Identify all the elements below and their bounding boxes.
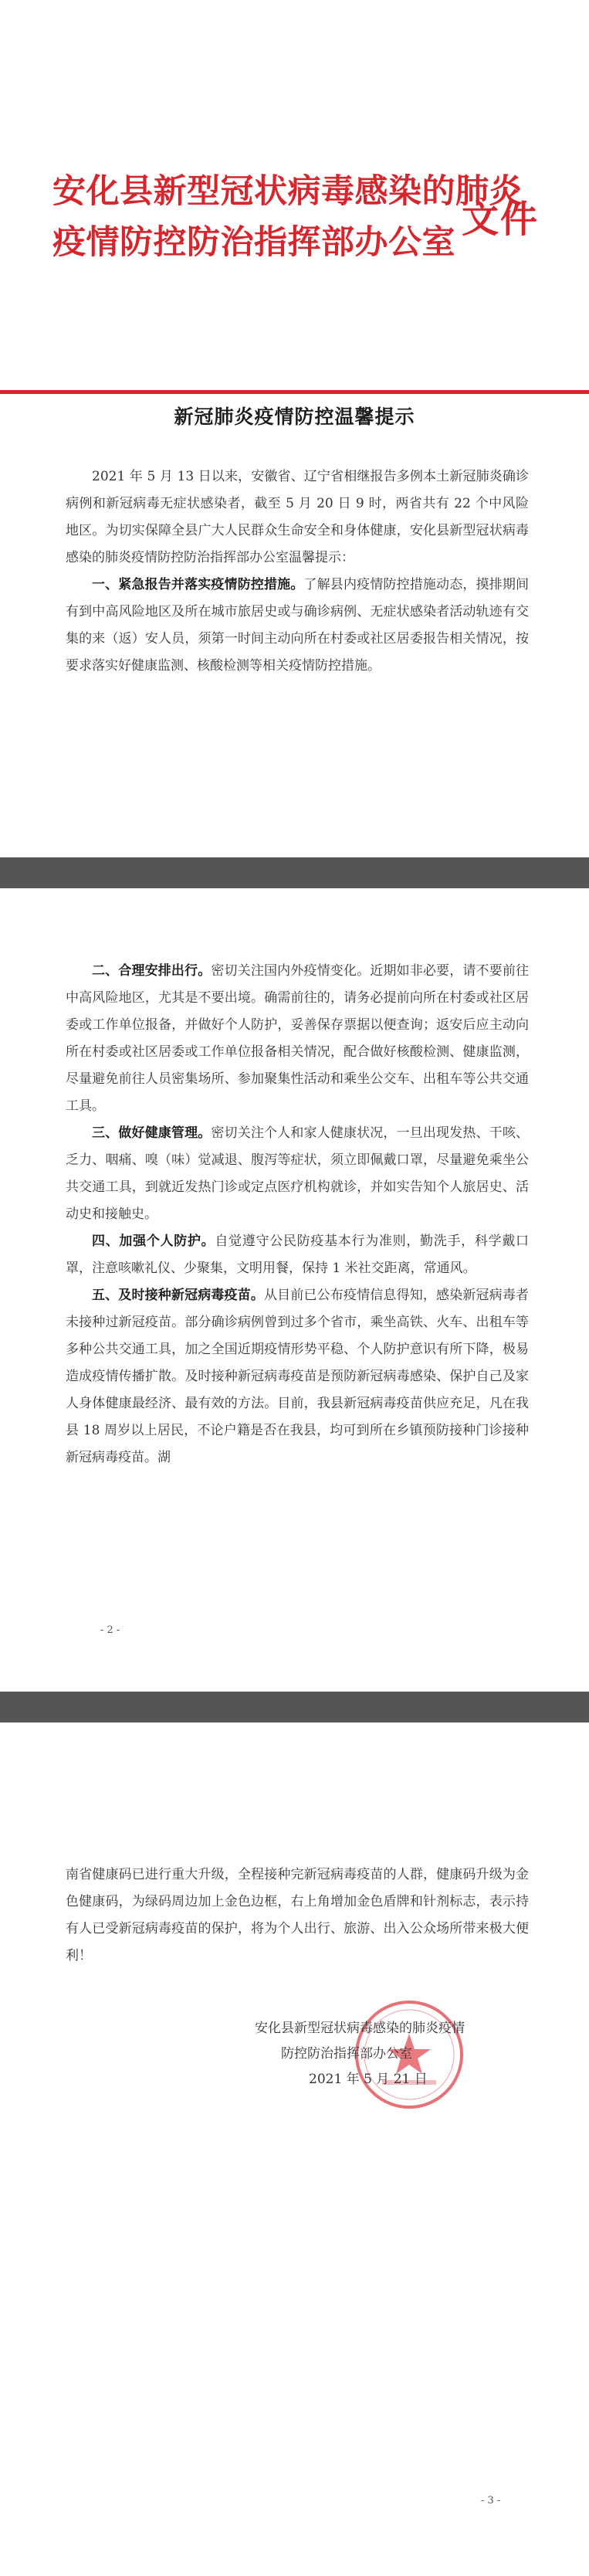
red-divider-line — [0, 390, 589, 394]
item-3-paragraph — [66, 1120, 529, 1228]
document-page-1 — [0, 0, 589, 857]
item-4-paragraph — [66, 1228, 529, 1282]
item-3-heading: 三、做好健康管理。 — [92, 1125, 212, 1141]
item-2-heading: 二、合理安排出行。 — [92, 963, 212, 979]
body-text-page-3 — [66, 1862, 529, 1970]
item-5-heading: 五、及时接种新冠病毒疫苗。 — [92, 1288, 265, 1303]
item-4-heading: 四、加强个人防护。 — [92, 1234, 215, 1249]
item-5-text: 从目前已公布疫情信息得知，感染新冠病毒者未接种过新冠疫苗。部分确诊病例曾到过多个省市，乘坐高铁、火车、出租车等多种公共交通工具，加之全国近期疫情形势平稳、个人防护意识有所下降，极易造成疫情传播扩散。及时接种新冠病毒疫苗是预防新冠病毒感染、保护自己及家人身体健康最经济、最有效的方法。目前，我县新冠病毒疫苗供应充足，凡在我县 18 周岁以上居民，不论户籍是否在我县，均可到所在乡镇预防接种门诊接种新冠病毒疫苗。湖 — [66, 1288, 529, 1465]
item-3-text: 密切关注个人和家人健康状况，一旦出现发热、干咳、乏力、咽痛、嗅（味）觉减退、腹泻等症状，须立即佩戴口罩，尽量避免乘坐公共交通工具，到就近发热门诊或定点医疗机构就诊，并如实告知个人旅居史、活动史和接触史。 — [66, 1125, 529, 1222]
item-2-text: 密切关注国内外疫情变化。近期如非必要，请不要前往中高风险地区，尤其是不要出境。确需前往的，请务必提前向所在村委或社区居委或工作单位报备，并做好个人防护，妥善保存票据以便查询；返安后应主动向所在村委或社区居委或工作单位报备相关情况，配合做好核酸检测、健康监测，尽量避免前往人员密集场所、参加聚集性活动和乘坐公交车、出租车等公共交通工具。 — [66, 963, 529, 1114]
item-2-paragraph — [66, 958, 529, 1120]
document-page-2 — [0, 888, 589, 1692]
body-text-page-1 — [66, 463, 529, 680]
signature-line-1: 安化县新型冠状病毒感染的肺炎疫情 — [255, 2021, 465, 2036]
page-number: - 2 - — [100, 1624, 120, 1636]
signature-line-2: 防控防治指挥部办公室 — [281, 2046, 412, 2062]
signature-date: 2021 年 5 月 21 日 — [309, 2072, 428, 2087]
organization-line-1: 安化县新型冠状病毒感染的肺炎 — [52, 172, 523, 211]
item-1-heading: 一、紧急报告并落实疫情防控措施。 — [92, 577, 304, 592]
page-separator — [0, 1692, 589, 1722]
document-title: 新冠肺炎疫情防控温馨提示 — [174, 406, 415, 428]
organization-line-2: 疫情防控防治指挥部办公室 — [52, 223, 455, 262]
item-1-text: 了解县内疫情防控措施动态，摸排期间有到中高风险地区及所在城市旅居史或与确诊病例、无症状感染者活动轨迹有交集的来（返）安人员，须第一时间主动向所在村委或社区居委报告相关情况，按要求落实好健康监测、核酸检测等相关疫情防控措施。 — [66, 577, 529, 674]
document-suffix: 文件 — [462, 198, 540, 241]
document-header — [52, 166, 547, 282]
signature-block — [255, 2016, 533, 2092]
continuation-paragraph: 南省健康码已进行重大升级，全程接种完新冠病毒疫苗的人群，健康码升级为金色健康码，为绿码周边加上金色边框，右上角增加金色盾牌和针剂标志，表示持有人已受新冠病毒疫苗的保护，将为个人出行、旅游、出入公众场所带来极大便利！ — [66, 1867, 529, 1963]
body-text-page-2 — [66, 958, 529, 1471]
intro-paragraph: 2021 年 5 月 13 日以来，安徽省、辽宁省相继报告多例本土新冠肺炎确诊病例和新冠病毒无症状感染者，截至 5 月 20 日 9 时，两省共有 22 个中风险地区。为切实保障全县广大人民群众生命安全和身体健康，安化县新型冠状病毒感染的肺炎疫情防控防治指挥部办公室温馨提示： — [66, 469, 529, 565]
page-number: - 3 - — [481, 2495, 501, 2506]
item-5-paragraph — [66, 1282, 529, 1471]
page-separator — [0, 857, 589, 888]
item-1-paragraph — [66, 572, 529, 680]
item-4-text: 自觉遵守公民防疫基本行为准则，勤洗手，科学戴口罩，注意咳嗽礼仪、少聚集，文明用餐，保持 1 米社交距离，常通风。 — [66, 1234, 530, 1276]
document-page-3 — [0, 1722, 589, 2576]
